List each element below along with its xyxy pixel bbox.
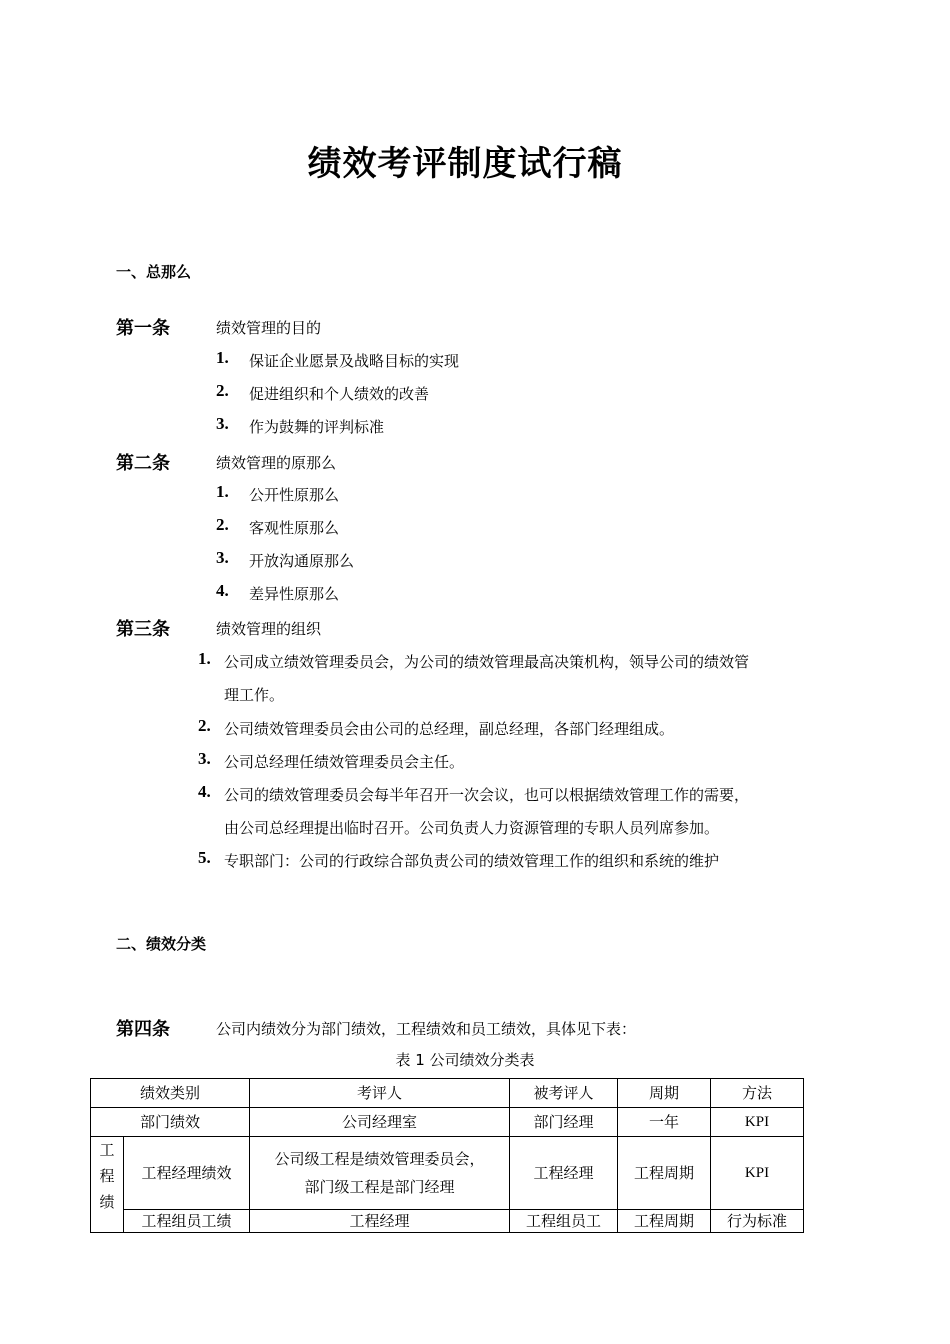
table-row <box>91 1137 804 1210</box>
article-1-label: 第一条 <box>116 318 170 339</box>
group-label-cell: 工 程 绩 <box>91 1137 124 1233</box>
performance-classification-table <box>90 1078 804 1233</box>
table-cell: 工程组员工 <box>510 1210 618 1233</box>
table-cell: 工程周期 <box>618 1137 711 1210</box>
table-cell: 工程周期 <box>618 1210 711 1233</box>
table-cell: 公司经理室 <box>250 1108 510 1137</box>
table-row <box>91 1210 804 1233</box>
article-3-heading: 绩效管理的组织 <box>216 620 322 638</box>
section-heading-general: 一、总那么 <box>116 263 192 281</box>
article-2-label: 第二条 <box>116 453 170 474</box>
header-cell: 被考评人 <box>510 1079 618 1108</box>
table-cell: 工程经理 <box>250 1210 510 1233</box>
header-cell: 周期 <box>618 1079 711 1108</box>
table-cell: 工程经理绩效 <box>124 1137 250 1210</box>
table-cell: 部门经理 <box>510 1108 618 1137</box>
article-2-heading: 绩效管理的原那么 <box>216 454 337 472</box>
table-cell: 行为标准 <box>711 1210 804 1233</box>
table-cell: 部门绩效 <box>91 1108 250 1137</box>
header-cell: 方法 <box>711 1079 804 1108</box>
article-4-label: 第四条 <box>116 1019 170 1040</box>
table-cell: 工程经理 <box>510 1137 618 1210</box>
article-1-heading: 绩效管理的目的 <box>216 319 322 337</box>
page-title: 绩效考评制度试行稿 <box>307 144 623 184</box>
table-cell: 一年 <box>618 1108 711 1137</box>
table-cell: KPI <box>711 1108 804 1137</box>
article-4-text: 公司内绩效分为部门绩效，工程绩效和员工绩效，具体见下表： <box>216 1020 637 1038</box>
article-3-label: 第三条 <box>116 619 170 640</box>
header-cell: 考评人 <box>250 1079 510 1108</box>
table-cell: 公司级工程是绩效管理委员会， 部门级工程是部门经理 <box>250 1137 510 1210</box>
table-cell: KPI <box>711 1137 804 1210</box>
header-cell: 绩效类别 <box>91 1079 250 1108</box>
section-heading-classification: 二、绩效分类 <box>116 935 207 953</box>
table-header-row <box>91 1079 804 1108</box>
table-row <box>91 1108 804 1137</box>
table-caption: 表 1 公司绩效分类表 <box>395 1051 535 1069</box>
table-cell: 工程组员工绩 <box>124 1210 250 1233</box>
